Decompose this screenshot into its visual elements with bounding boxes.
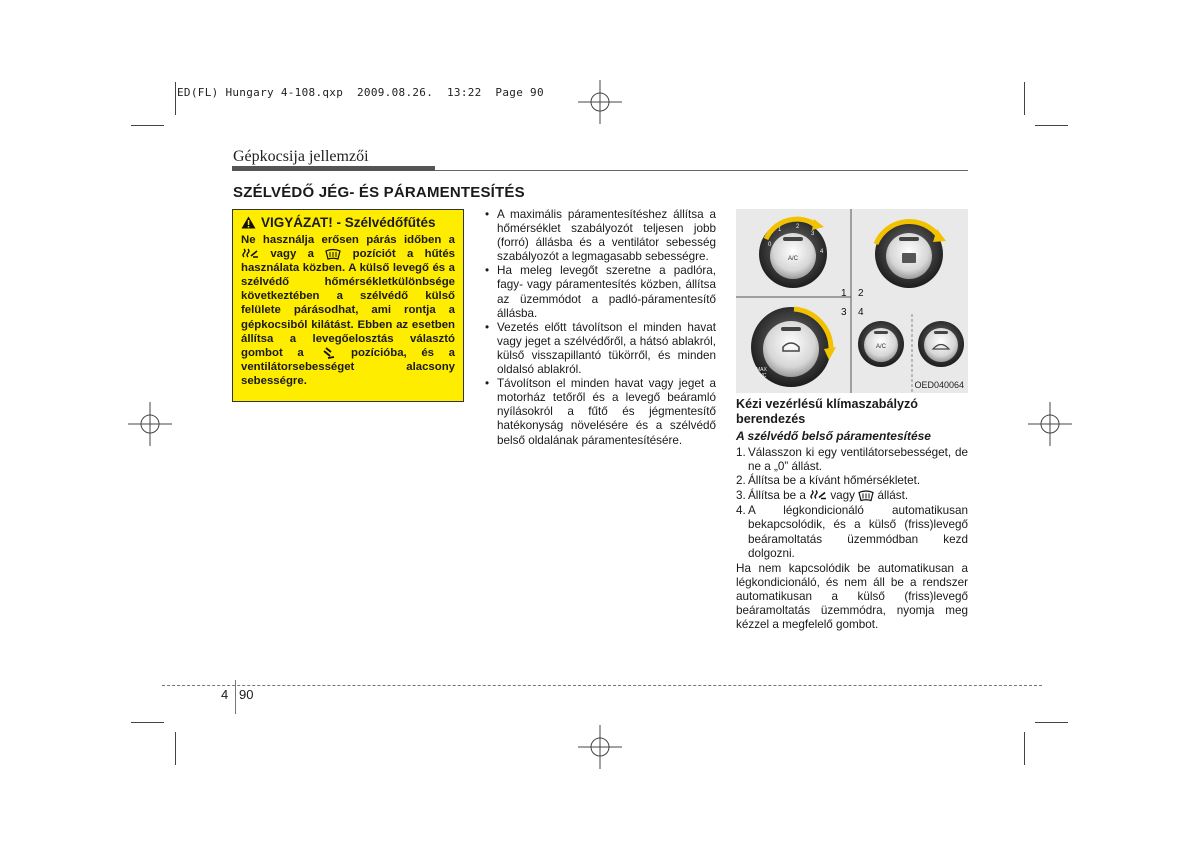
warning-box [232, 209, 464, 402]
floor-defrost-mode-icon [318, 347, 336, 359]
windshield-defrost-icon [325, 248, 341, 260]
svg-text:A/C: A/C [875, 344, 887, 350]
crop-mark [175, 732, 176, 765]
step-text: A légkondicionáló automatikusan bekapcsolódik, és a külső (friss)levegő beáramoltatás üzemmódban kezd dolgozni. [748, 504, 968, 560]
page-number-separator [235, 680, 236, 714]
crop-mark [131, 125, 164, 126]
step-item [736, 504, 968, 560]
crop-mark [1024, 732, 1025, 765]
header-rule-thick [232, 166, 435, 171]
registration-mark-icon [128, 402, 172, 446]
crop-mark [131, 722, 164, 723]
warning-text-1: Ne használja erősen párás időben a [241, 234, 455, 246]
bullet-list [484, 208, 716, 448]
step-number: 1. [736, 446, 746, 459]
warning-triangle-icon [241, 216, 256, 229]
step-number: 3. [736, 489, 746, 503]
step-number: 2. [736, 474, 746, 488]
page-heading: SZÉLVÉDŐ JÉG- ÉS PÁRAMENTESÍTÉS [233, 184, 525, 201]
registration-mark-icon [578, 725, 622, 769]
crop-mark [1035, 125, 1068, 126]
crop-mark [1024, 82, 1025, 115]
warning-text-2: vagy a [270, 248, 314, 261]
svg-text:3: 3 [811, 231, 815, 237]
svg-text:MAX: MAX [756, 367, 767, 373]
ac-button-illustration [858, 321, 904, 367]
steps-list [736, 446, 968, 561]
bullet-item: • Távolítson el minden havat vagy jeget a motorház tetőről és a levegő beáramló nyílásokról a fűtő és jégmentesítő hatékonyság növelésére és a szélvédő belső oldalának páramentesítésére. [484, 377, 716, 447]
subheading: Kézi vezérlésű klímaszabályzó berendezés [736, 397, 919, 426]
fan-speed-knob [759, 219, 827, 288]
figure-label-3: 3 [841, 307, 847, 318]
svg-text:A/C: A/C [758, 373, 767, 379]
bullet-item: • Ha meleg levegőt szeretne a padlóra, fagy- vagy páramentesítés közben, állítsa az üzemmódot a padló-páramentesítő állásba. [484, 264, 716, 320]
step-text-b: vagy [830, 489, 856, 503]
section-label: Gépkocsija jellemzői [233, 148, 369, 165]
info-paragraph: Ha nem kapcsolódik be automatikusan a légkondicionáló, és nem áll be a rendszer automatikusan a külső (friss)levegő beáramoltatás üzemmódra, nyomja meg kézzel a megfelelő gombot. [736, 561, 968, 632]
step-text-c: állást. [877, 489, 909, 503]
temperature-knob [875, 220, 946, 288]
warning-title-row [241, 215, 455, 230]
print-header: ED(FL) Hungary 4-108.qxp 2009.08.26. 13:22 Page 90 [177, 86, 544, 99]
figure-label-4: 4 [858, 307, 864, 318]
defrost-floor-icon [809, 489, 827, 502]
warning-text-4: pozícióba, és a ventilátorsebességet alacsony sebességre. [241, 346, 455, 387]
bullet-item: • Vezetés előtt távolítson el minden havat vagy jeget a szélvédőről, a hátsó ablakról, külső visszapillantó tükörről, és minden oldalsó ablakról. [484, 321, 716, 377]
crop-mark [175, 82, 176, 115]
warning-body [241, 233, 455, 388]
warning-text-3: pozíciót a hűtés használata közben. A külső levegő és a szélvédő hőmérsékletkülönbsége következtében a szélvédő külső felülete párásodhat, ami rontja a gépkocsiból kilátást. Ebben az esetben állítsa a levegőelosztás választó gombot a [241, 248, 455, 359]
mode-knob [751, 307, 836, 387]
step-number: 4. [736, 504, 746, 518]
page-number: 90 [239, 687, 254, 702]
step-item [736, 474, 968, 488]
warning-title: VIGYÁZAT! - Szélvédőfűtés [261, 215, 436, 230]
chapter-number: 4 [221, 687, 229, 702]
climate-control-figure [736, 209, 968, 393]
italic-heading: A szélvédő belső páramentesítése [736, 429, 931, 443]
step-text-a: Állítsa be a [748, 489, 806, 503]
air-intake-button-illustration [918, 321, 964, 367]
figure-label-1: 1 [841, 288, 847, 299]
footer-dashed-rule [162, 685, 1042, 686]
registration-mark-icon [1028, 402, 1072, 446]
step-text: Válasszon ki egy ventilátorsebességet, de ne a „0” állást. [748, 446, 968, 474]
svg-text:2: 2 [796, 224, 800, 230]
climate-control-illustration [736, 209, 968, 393]
registration-mark-icon [578, 80, 622, 124]
step-item [736, 446, 968, 474]
right-column [736, 397, 968, 632]
bullet-column [484, 208, 716, 448]
step-text: Állítsa be a kívánt hőmérsékletet. [748, 474, 921, 488]
windshield-defrost-icon [858, 489, 874, 502]
defrost-floor-icon [241, 248, 259, 260]
svg-text:4: 4 [820, 249, 824, 255]
figure-code: OED040064 [914, 380, 964, 390]
svg-text:A/C: A/C [787, 256, 799, 262]
crop-mark [1035, 722, 1068, 723]
svg-text:0: 0 [768, 242, 772, 248]
step-item [736, 489, 968, 503]
header-rule-thin [435, 170, 968, 171]
svg-text:1: 1 [778, 227, 782, 233]
figure-label-2: 2 [858, 288, 864, 299]
bullet-item: • A maximális páramentesítéshez állítsa a hőmérséklet szabályozót teljesen jobb (forró) állásba és a ventilátor sebesség szabályozót a legmagasabb sebességre. [484, 208, 716, 264]
